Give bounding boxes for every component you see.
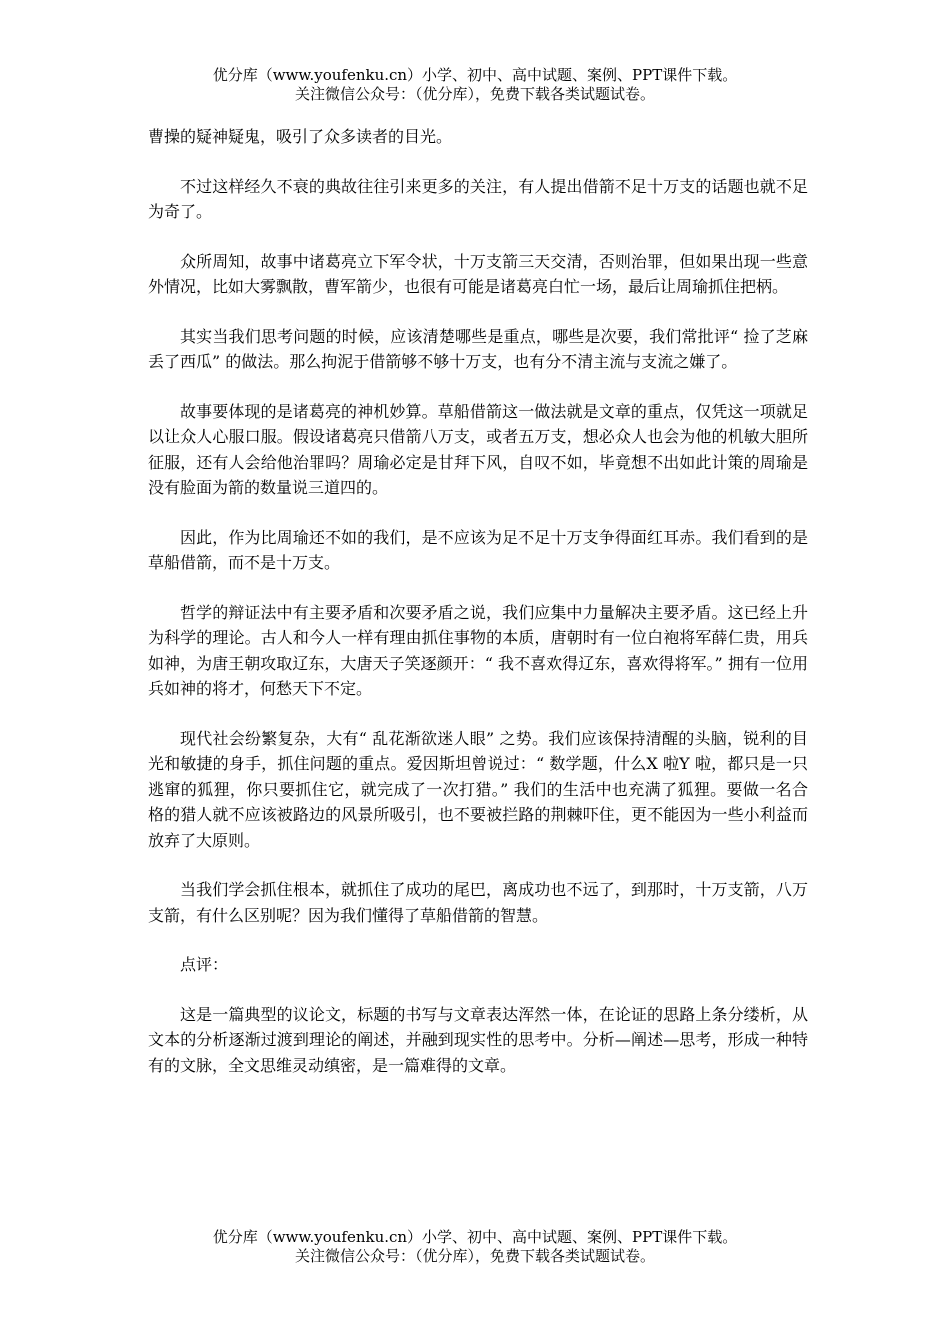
paragraph-6: 因此，作为比周瑜还不如的我们，是不应该为足不足十万支争得面红耳赤。我们看到的是草船借箭，而不是十万支。 [148, 527, 808, 572]
page-footer [0, 1228, 950, 1266]
paragraph-5: 故事要体现的是诸葛亮的神机妙算。草船借箭这一做法就是文章的重点，仅凭这一项就足以让众人心服口服。假设诸葛亮只借箭八万支，或者五万支，想必众人也会为他的机敏大胆所征服，还有人会给他治罪吗？周瑜必定是甘拜下风，自叹不如，毕竟想不出如此计策的周瑜是没有脸面为箭的数量说三道四的。 [148, 401, 808, 497]
comment-text: 这是一篇典型的议论文，标题的书写与文章表达浑然一体，在论证的思路上条分缕析，从文本的分析逐渐过渡到理论的阐述，并融到现实性的思考中。分析—阐述—思考，形成一种特有的文脉，全文思维灵动缜密，是一篇难得的文章。 [148, 1004, 808, 1075]
paragraph-8: 现代社会纷繁复杂，大有“ 乱花渐欲迷人眼” 之势。我们应该保持清醒的头脑，锐利的目光和敏捷的身手，抓住问题的重点。爱因斯坦曾说过：“ 数学题，什么X 啦Y 啦，都只是一只逃窜的狐狸，你只要抓住它，就完成了一次打猎。” 我们的生活中也充满了狐狸。要做一名合格的猎人就不应该被路边的风景所吸引，也不要被拦路的荆棘吓住，更不能因为一些小利益而放弃了大原则。 [148, 728, 808, 850]
header-line-2: 关注微信公众号：（优分库），免费下载各类试题试卷。 [294, 85, 655, 103]
article-body [148, 124, 808, 1102]
paragraph-3: 众所周知，故事中诸葛亮立下军令状，十万支箭三天交清，否则治罪，但如果出现一些意外情况，比如大雾飘散，曹军箭少，也很有可能是诸葛亮白忙一场，最后让周瑜抓住把柄。 [148, 251, 808, 296]
page-header [0, 66, 950, 104]
header-line-1: 优分库（www.youfenku.cn）小学、初中、高中试题、案例、PPT课件下载。 [212, 66, 738, 84]
paragraph-7: 哲学的辩证法中有主要矛盾和次要矛盾之说，我们应集中力量解决主要矛盾。这已经上升为科学的理论。古人和今人一样有理由抓住事物的本质，唐朝时有一位白袍将军薛仁贵，用兵如神，为唐王朝攻取辽东，大唐天子笑逐颜开：“ 我不喜欢得辽东，喜欢得将军。” 拥有一位用兵如神的将才，何愁天下不定。 [148, 602, 808, 698]
paragraph-9: 当我们学会抓住根本，就抓住了成功的尾巴，离成功也不远了，到那时，十万支箭，八万支箭，有什么区别呢？因为我们懂得了草船借箭的智慧。 [148, 880, 808, 925]
comment-heading: 点评： [180, 955, 229, 974]
paragraph-2: 不过这样经久不衰的典故往往引来更多的关注，有人提出借箭不足十万支的话题也就不足为奇了。 [148, 176, 808, 221]
paragraph-4: 其实当我们思考问题的时候，应该清楚哪些是重点，哪些是次要，我们常批评“ 捡了芝麻丢了西瓜” 的做法。那么拘泥于借箭够不够十万支，也有分不清主流与支流之嫌了。 [148, 326, 808, 371]
footer-line-2: 关注微信公众号：（优分库），免费下载各类试题试卷。 [294, 1247, 655, 1265]
paragraph-1: 曹操的疑神疑鬼，吸引了众多读者的目光。 [148, 127, 453, 146]
footer-line-1: 优分库（www.youfenku.cn）小学、初中、高中试题、案例、PPT课件下载。 [212, 1228, 738, 1246]
